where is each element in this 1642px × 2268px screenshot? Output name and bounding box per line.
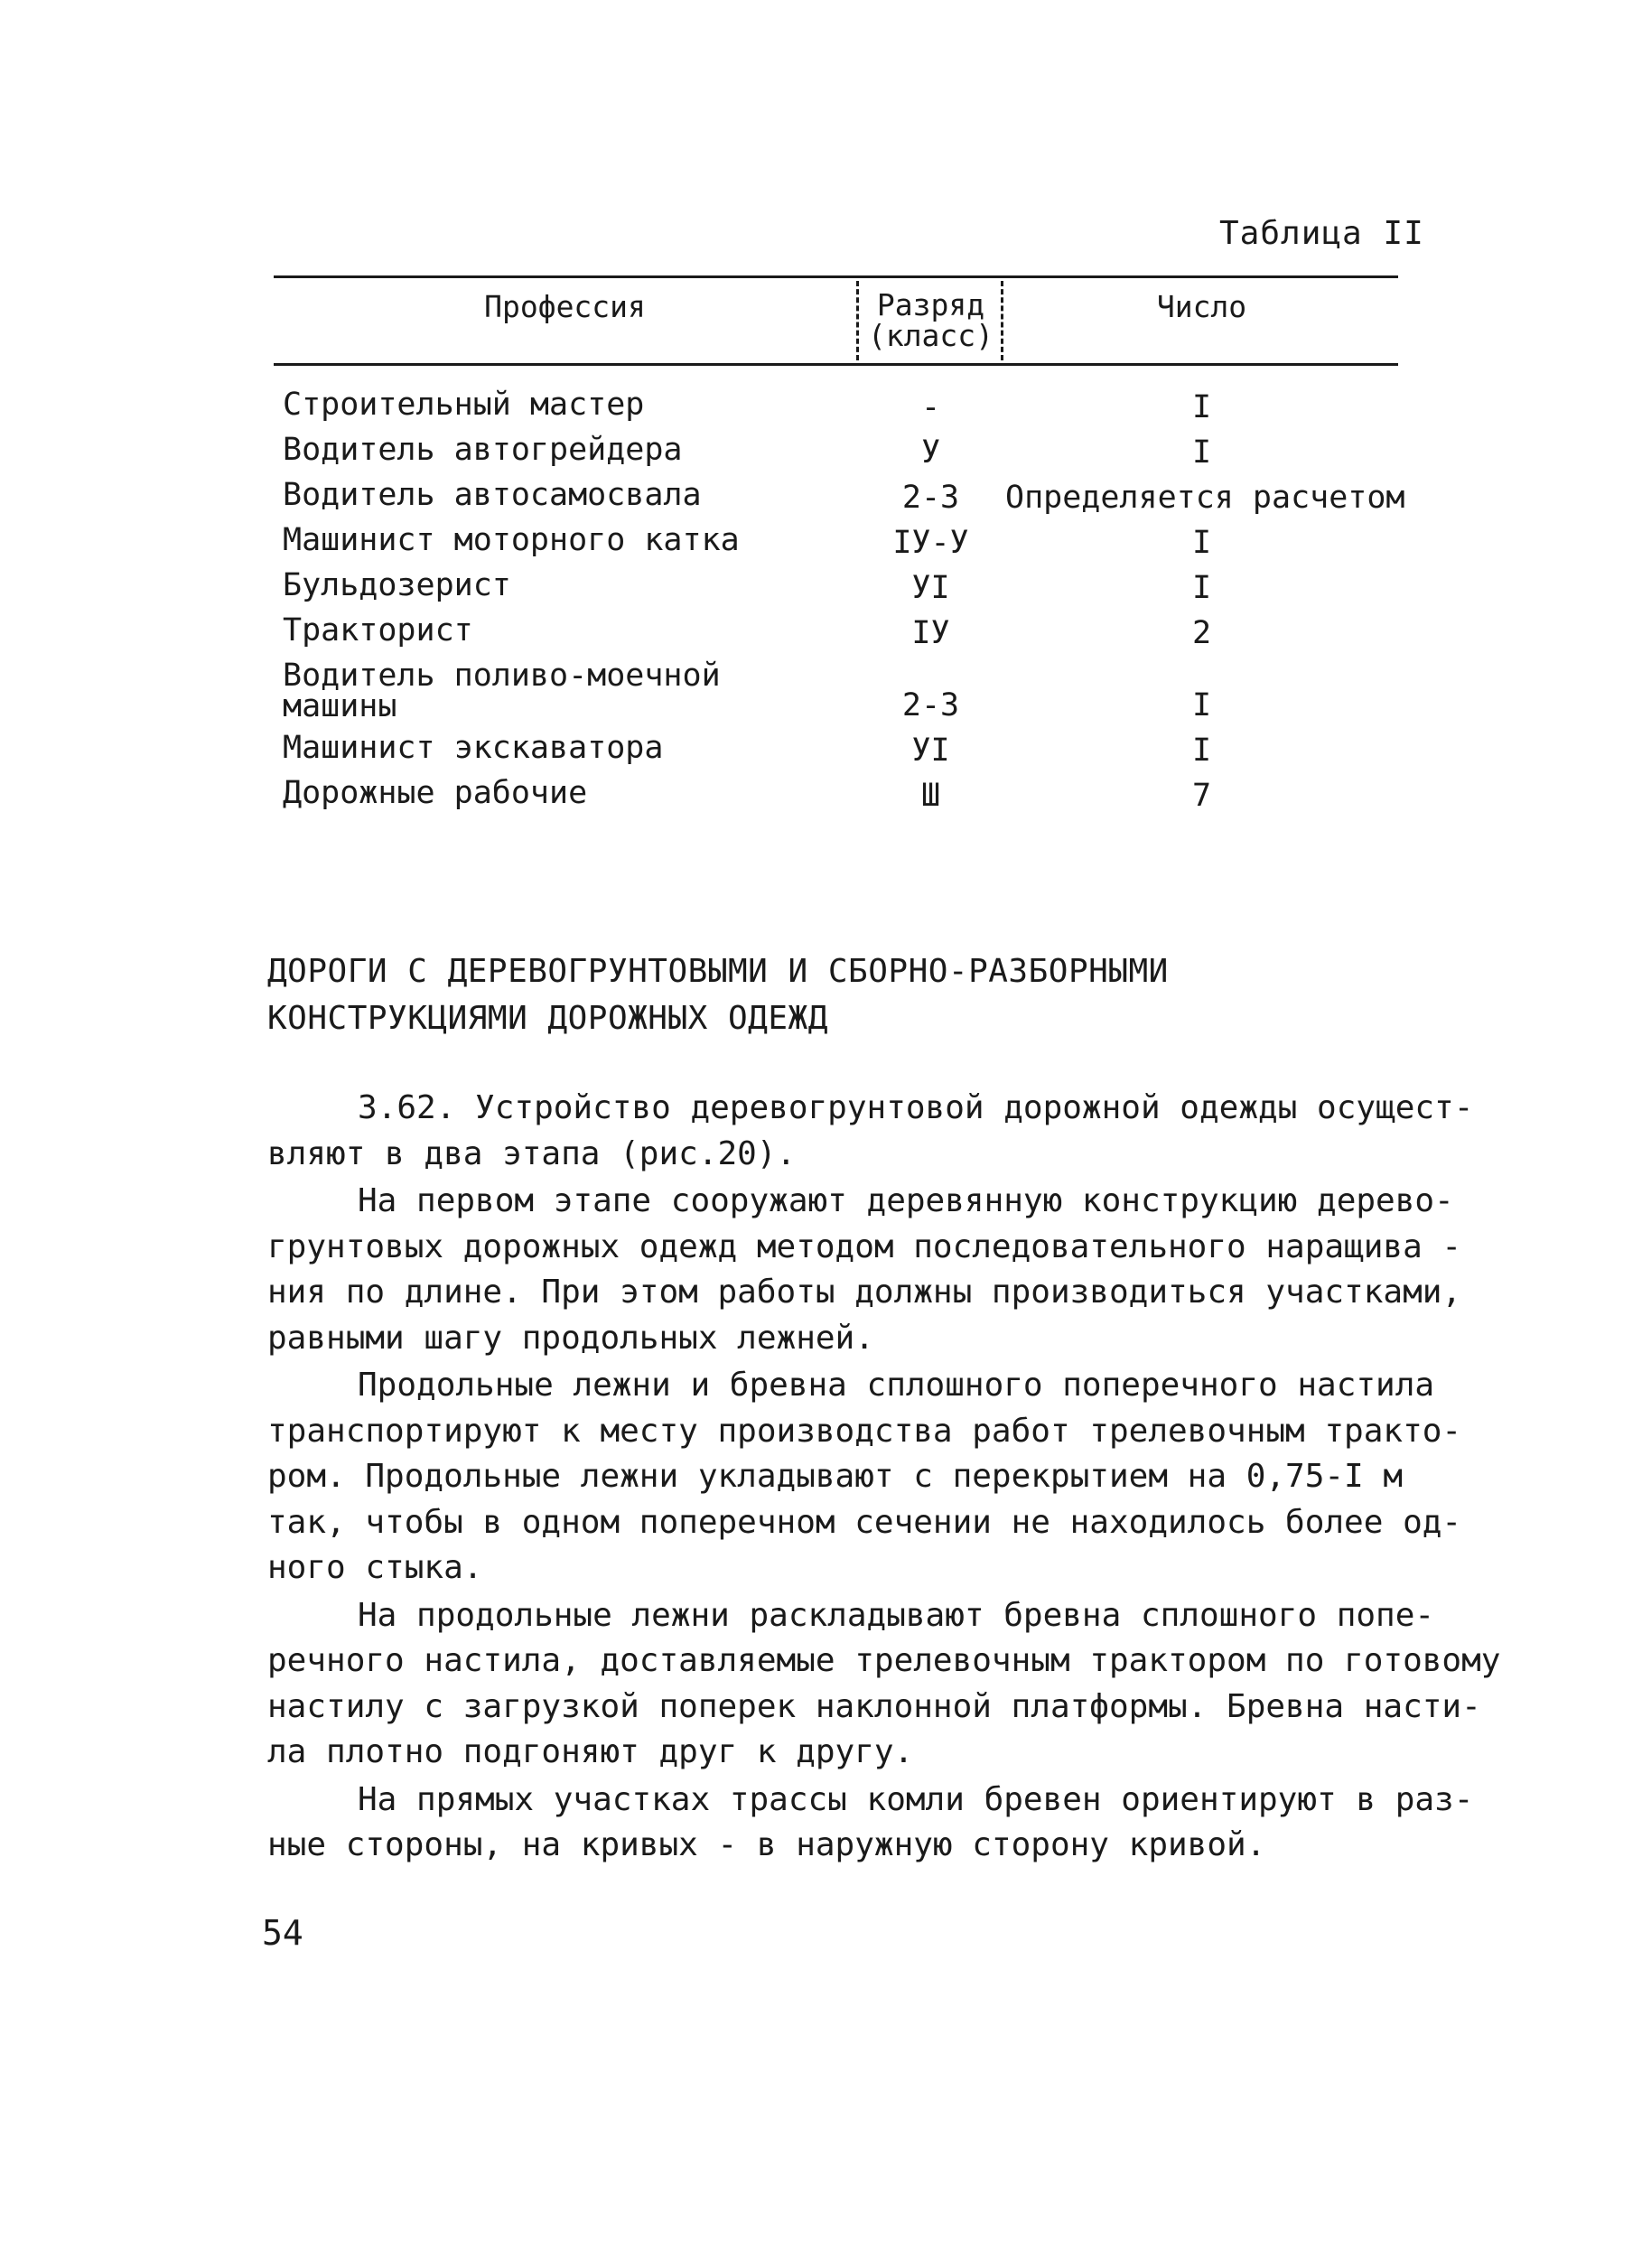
text-line: На первом этапе сооружают деревянную конструкцию дерево- bbox=[358, 1182, 1454, 1219]
text-line: настилу с загрузкой поперек наклонной платформы. Бревна насти- bbox=[267, 1687, 1481, 1725]
text-line: транспортируют к месту производства работ трелевочным тракто- bbox=[267, 1412, 1462, 1450]
table-top-rule bbox=[274, 275, 1398, 278]
cell-rank: IУ bbox=[911, 615, 950, 651]
table-row bbox=[274, 472, 1405, 518]
cell-rank: Ш bbox=[920, 778, 941, 814]
text-line: грунтовых дорожных одежд методом последовательного наращива - bbox=[267, 1227, 1462, 1265]
table-caption: Таблица II bbox=[1219, 215, 1424, 252]
table-row bbox=[274, 382, 1398, 427]
cell-count: I bbox=[1191, 570, 1212, 606]
text-line: ром. Продольные лежни укладывают с перекрытием на 0,75-I м bbox=[267, 1458, 1404, 1495]
cell-rank: УI bbox=[911, 570, 950, 606]
text-line: 3.62. Устройство деревогрунтовой дорожной одежды осущест- bbox=[358, 1089, 1474, 1126]
text-line: Продольные лежни и бревна сплошного поперечного настила bbox=[358, 1367, 1435, 1404]
cell-profession: Строительный мастер bbox=[283, 387, 645, 423]
table-divider bbox=[1001, 281, 1003, 360]
text-line: вляют в два этапа (рис.20). bbox=[267, 1134, 797, 1172]
text-line: равными шагу продольных лежней. bbox=[267, 1319, 874, 1357]
cell-count: I bbox=[1191, 434, 1212, 471]
section-heading bbox=[267, 948, 1169, 1042]
header-profession: Профессия bbox=[484, 289, 646, 324]
text-line: На продольные лежни раскладывают бревна сплошного попе- bbox=[358, 1596, 1435, 1634]
table-row bbox=[274, 518, 1398, 563]
cell-profession: Дорожные рабочие bbox=[283, 775, 588, 811]
text-line: ные стороны, на кривых - в наружную сторону кривой. bbox=[267, 1826, 1266, 1863]
cell-count: 2 bbox=[1191, 615, 1212, 651]
cell-profession: Водитель поливо-моечной машины bbox=[283, 658, 721, 724]
cell-rank: IУ-У bbox=[892, 525, 969, 561]
page-number: 54 bbox=[262, 1913, 303, 1953]
text-line: речного настила, доставляемые трелевочным трактором по готовому bbox=[267, 1642, 1501, 1679]
cell-profession: Машинист моторного катка bbox=[283, 522, 740, 558]
section-heading-line: ДОРОГИ С ДЕРЕВОГРУНТОВЫМИ И СБОРНО-РАЗБОРНЫМИ bbox=[267, 953, 1169, 990]
cell-profession: Водитель автогрейдера bbox=[283, 432, 683, 468]
header-count: Число bbox=[1156, 289, 1247, 324]
table-divider bbox=[856, 281, 859, 360]
cell-count: 7 bbox=[1191, 778, 1212, 814]
table-row bbox=[274, 427, 1398, 472]
text-line: ла плотно подгоняют друг к другу. bbox=[267, 1733, 914, 1770]
cell-profession: Машинист экскаватора bbox=[283, 730, 664, 766]
text-line: ния по длине. При этом работы должны производиться участками, bbox=[267, 1274, 1462, 1311]
header-rank-line2: (класс) bbox=[867, 318, 994, 353]
table-row bbox=[274, 608, 1398, 653]
cell-rank: У bbox=[920, 434, 941, 471]
paragraph bbox=[267, 1086, 1474, 1177]
text-line: На прямых участках трассы комли бревен ориентируют в раз- bbox=[358, 1780, 1474, 1818]
cell-count: I bbox=[1191, 733, 1212, 769]
header-rank bbox=[861, 287, 1001, 353]
paragraph bbox=[267, 1778, 1474, 1869]
cell-rank: 2-3 bbox=[901, 687, 960, 723]
cell-count: Определяется расчетом bbox=[1005, 480, 1405, 516]
table-body bbox=[274, 382, 1405, 816]
body-text bbox=[267, 1086, 1501, 1871]
cell-count: I bbox=[1191, 687, 1212, 723]
cell-count: I bbox=[1191, 525, 1212, 561]
paragraph bbox=[267, 1593, 1501, 1776]
header-rank-line1: Разряд bbox=[876, 287, 985, 322]
cell-profession: Бульдозерист bbox=[283, 567, 511, 603]
table-row bbox=[274, 563, 1398, 608]
paragraph bbox=[267, 1179, 1462, 1361]
section-heading-line: КОНСТРУКЦИЯМИ ДОРОЖНЫХ ОДЕЖД bbox=[267, 1000, 828, 1037]
cell-count: I bbox=[1191, 389, 1212, 425]
cell-rank: 2-3 bbox=[901, 480, 960, 516]
table-row bbox=[274, 725, 1398, 770]
table-header-rule bbox=[274, 363, 1398, 366]
cell-profession: Тракторист bbox=[283, 612, 473, 649]
cell-rank: - bbox=[920, 389, 941, 425]
cell-rank: УI bbox=[911, 733, 950, 769]
text-line: ного стыка. bbox=[267, 1549, 483, 1586]
table-row bbox=[274, 770, 1398, 816]
cell-profession: Водитель автосамосвала bbox=[283, 477, 702, 513]
paragraph bbox=[267, 1363, 1462, 1591]
text-line: так, чтобы в одном поперечном сечении не находилось более од- bbox=[267, 1503, 1462, 1541]
table-row bbox=[274, 653, 1398, 725]
